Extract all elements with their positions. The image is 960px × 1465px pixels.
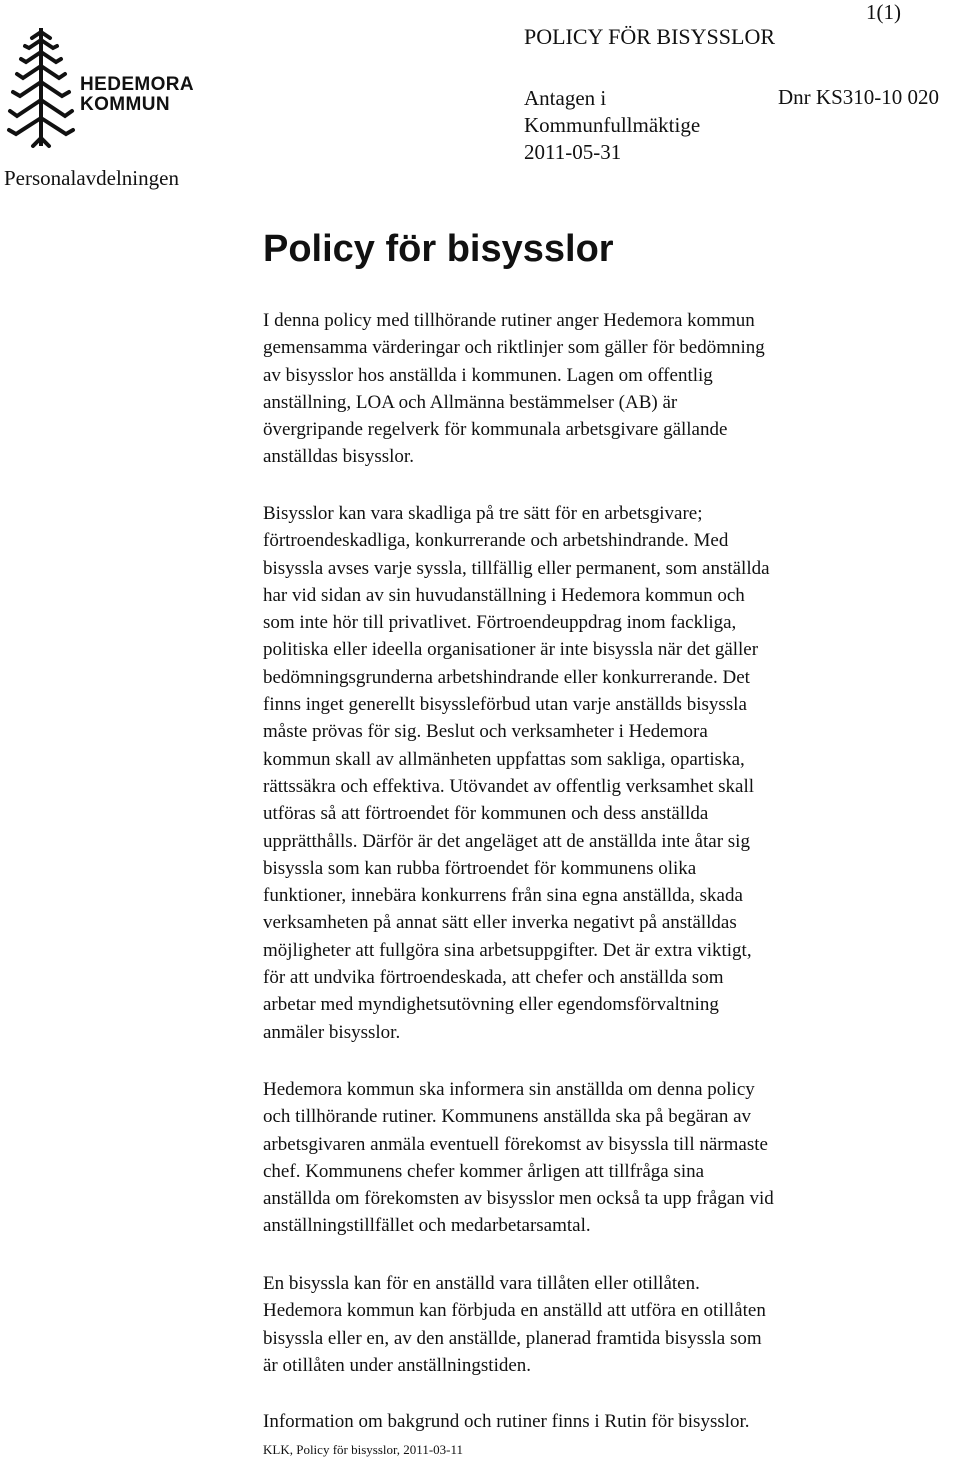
paragraph-information <box>263 1076 943 1240</box>
paragraph-line: chef. Kommunens chefer kommer årligen att tillfråga sina <box>263 1160 705 1182</box>
paragraph-line: Hedemora kommun kan förbjuda en anställd att utföra en otillåten <box>263 1300 766 1322</box>
paragraph-line: anställning, LOA och Allmänna bestämmelser (AB) är <box>263 391 678 413</box>
logo-line-1: HEDEMORA <box>80 74 195 95</box>
paragraph-line: I denna policy med tillhörande rutiner anger Hedemora kommun <box>263 310 755 331</box>
paragraph-line: av bisysslor hos anställda i kommunen. Lagen om offentlig <box>263 364 713 386</box>
page-number: 1(1) <box>866 0 901 24</box>
paragraph-line: upprätthålls. Därför är det angeläget att de anställda inte åtar sig <box>263 830 750 852</box>
adoption-line: Antagen i <box>524 86 607 110</box>
hedemora-kommun-logo <box>6 22 196 150</box>
paragraph-line: En bisyssla kan för en anställd vara tillåten eller otillåten. <box>263 1273 700 1294</box>
adoption-line: Kommunfullmäktige <box>524 113 701 137</box>
paragraph-line: och tillhörande rutiner. Kommunens anställda ska på begäran av <box>263 1106 752 1128</box>
paragraph-line: förtroendeskadliga, konkurrerande och arbetshindrande. Med <box>263 530 729 552</box>
paragraph-line: som inte hör till privatlivet. Förtroendeuppdrag inom fackliga, <box>263 612 737 634</box>
department-label: Personalavdelningen <box>4 166 179 190</box>
paragraph-line: bisyssla avses varje syssla, tillfällig eller permanent, som anställda <box>263 557 770 579</box>
paragraph-line: finns inget generellt bisyssleförbud utan varje anställds bisyssla <box>263 694 747 716</box>
paragraph-line: måste prövas för sig. Beslut och verksamheter i Hedemora <box>263 721 708 743</box>
paragraph-line: anställda om förekomsten av bisysslor men också ta upp frågan vid <box>263 1188 774 1210</box>
paragraph-line: anmäler bisysslor. <box>263 1021 401 1043</box>
paragraph-line: är otillåten under anställningstiden. <box>263 1354 532 1376</box>
paragraph-line: arbetsgivaren anmäla eventuell förekomst av bisyssla till närmaste <box>263 1133 768 1155</box>
paragraph-line: bedömningsgrunderna arbetshindrande eller konkurrerande. Det <box>263 666 750 688</box>
adoption-info <box>524 85 700 166</box>
paragraph-line: bisyssla eller en, av den anställde, planerad framtida bisyssla som <box>263 1327 762 1349</box>
page-title: Policy för bisysslor <box>263 228 614 270</box>
diary-number: Dnr KS310-10 020 <box>778 85 939 109</box>
paragraph-line: kommun skall av allmänheten uppfattas som sakliga, opartiska, <box>263 748 745 770</box>
footer-note: KLK, Policy för bisysslor, 2011-03-11 <box>263 1442 464 1457</box>
paragraph-reference <box>263 1408 943 1435</box>
paragraph-line: verksamheten på annat sätt eller inverka negativt på anställdas <box>263 912 737 934</box>
paragraph-line: arbetar med myndighetsutövning eller egendomsförvaltning <box>263 994 719 1016</box>
paragraph-line: utföras så att förtroendet för kommunen och dess anställda <box>263 803 709 825</box>
paragraph-line: övergripande regelverk för kommunala arbetsgivare gällande <box>263 419 728 441</box>
paragraph-line: bisyssla som kan rubba förtroendet för kommunens olika <box>263 857 697 879</box>
paragraph-line: funktioner, innebära konkurrens från sina egna anställda, skada <box>263 885 743 907</box>
logo-line-2: KOMMUN <box>80 94 170 115</box>
paragraph-definition <box>263 500 943 1046</box>
paragraph-line: gemensamma värderingar och riktlinjer som gäller för bedömning <box>263 337 765 359</box>
paragraph-line: Hedemora kommun ska informera sin anställda om denna policy <box>263 1079 755 1100</box>
document-type-heading: POLICY FÖR BISYSSLOR <box>524 24 776 49</box>
paragraph-line: Information om bakgrund och rutiner finns i Rutin för bisysslor. <box>263 1411 750 1432</box>
paragraph-line: för att undvika förtroendeskada, att chefer och anställda som <box>263 967 724 989</box>
paragraph-line: rättssäkra och effektiva. Utövandet av offentlig verksamhet skall <box>263 775 755 797</box>
paragraph-intro <box>263 307 943 471</box>
paragraph-line: anställningstillfället och medarbetarsamtal. <box>263 1215 591 1237</box>
paragraph-line: politiska eller ideella organisationer är inte bisyssla när det gäller <box>263 639 759 661</box>
adoption-date: 2011-05-31 <box>524 140 622 164</box>
paragraph-line: anställdas bisysslor. <box>263 446 414 468</box>
paragraph-line: möjligheter att fullgöra sina arbetsuppgifter. Det är extra viktigt, <box>263 939 752 961</box>
paragraph-prohibition <box>263 1270 943 1379</box>
paragraph-line: Bisysslor kan vara skadliga på tre sätt för en arbetsgivare; <box>263 503 703 524</box>
paragraph-line: har vid sidan av sin huvudanställning i Hedemora kommun och <box>263 584 745 606</box>
